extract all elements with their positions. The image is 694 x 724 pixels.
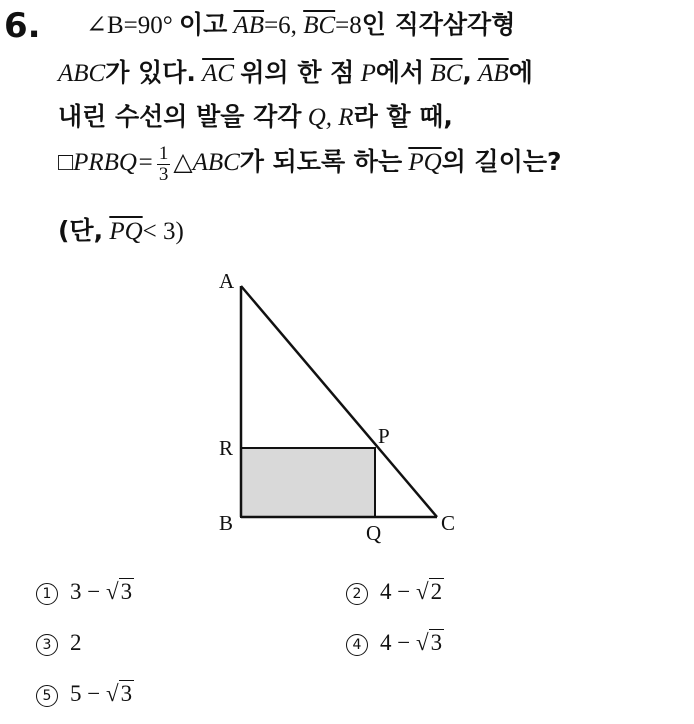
question-line-3: 내린 수선의 발을 각각 Q, R라 할 때,	[58, 102, 453, 131]
choice-2[interactable]: 2 4 − √2	[346, 579, 444, 605]
choice-3[interactable]: 3 2	[36, 630, 82, 656]
sqrt-icon: √	[105, 681, 119, 706]
angle-b: ∠B=90°	[86, 12, 173, 39]
label-c: C	[441, 511, 456, 535]
sqrt-icon: √	[105, 579, 119, 604]
label-q: Q	[366, 521, 382, 545]
question-condition: (단, $\overline{PQ}< 3$)	[58, 216, 184, 245]
label-r: R	[219, 436, 234, 460]
label-b: B	[219, 511, 234, 535]
problem-number: 6.	[4, 6, 41, 46]
question-line-2: ABC가 있다. $\overline{AC}$ 위의 한 점 P에서 $\overline{BC}$, $\overline{AB}$에	[58, 58, 533, 87]
choice-4[interactable]: 4 4 − √3	[346, 630, 444, 656]
fraction-one-third: $\frac{1}{3}$	[158, 143, 169, 185]
choice-5[interactable]: 5 5 − √3	[36, 681, 134, 707]
segment-pq: $\overline{PQ}$	[408, 149, 442, 177]
shaded-rectangle-prbq	[241, 448, 375, 517]
segment-bc: $\overline{BC}$	[303, 12, 336, 39]
sqrt-icon: √	[415, 630, 429, 655]
sqrt-icon: √	[415, 579, 429, 604]
segment-ac: $\overline{AC}$	[202, 60, 235, 87]
segment-ab: $\overline{AB}$	[233, 12, 265, 39]
question-line-1: ∠B=90° 이고 $\overline{AB}=6$, $\overline{BC}=8$인 직각삼각형	[86, 10, 516, 39]
choice-1[interactable]: 1 3 − √3	[36, 579, 134, 605]
question-line-4: □PRBQ= $\frac{1}{3}$ △ABC가 되도록 하는 $\overline{PQ}$의 길이는?	[58, 143, 562, 185]
label-p: P	[378, 424, 390, 448]
label-a: A	[219, 269, 235, 293]
